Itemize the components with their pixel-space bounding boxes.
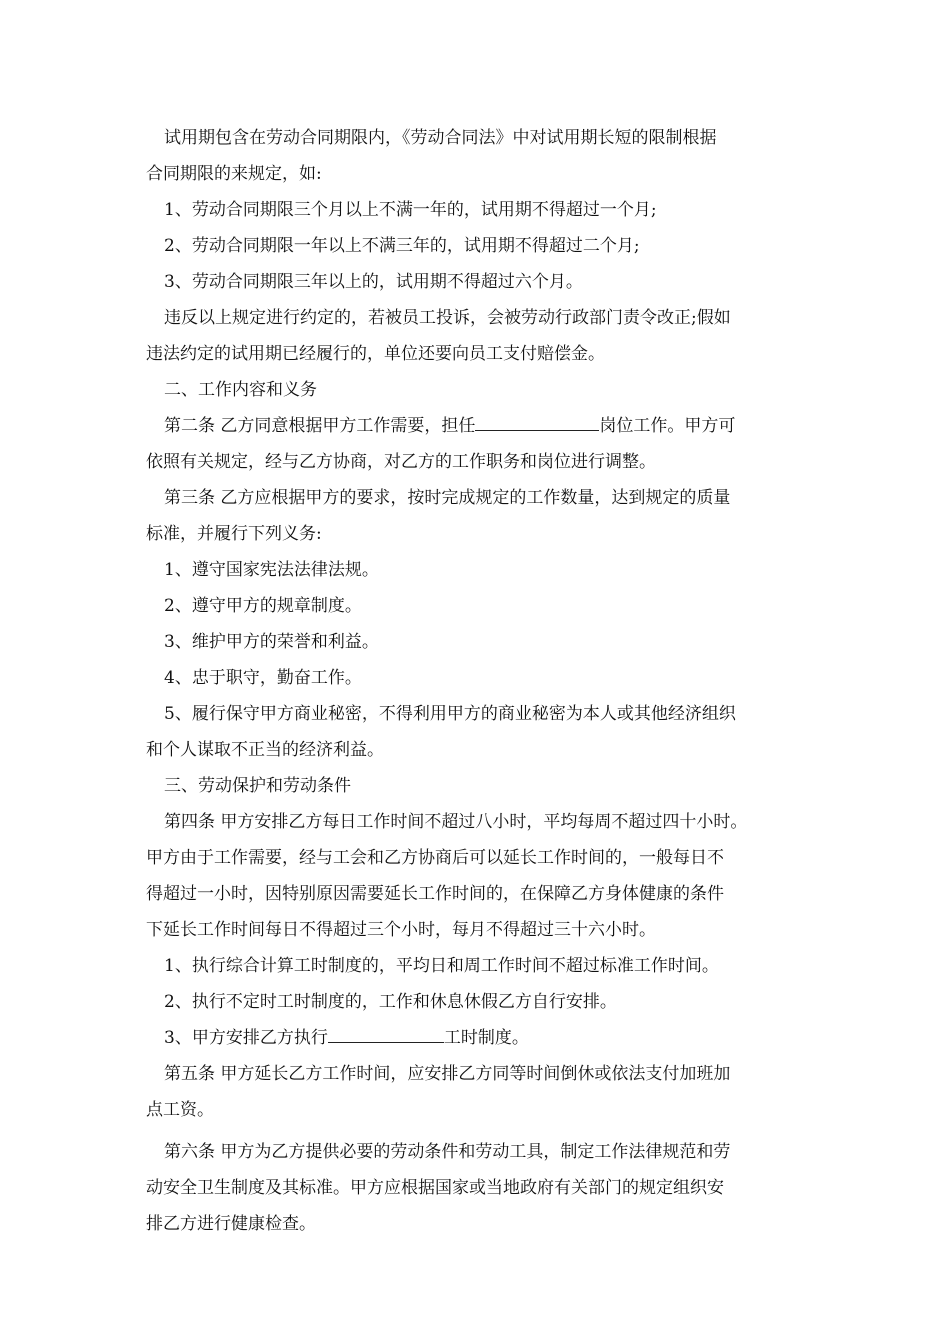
paragraph-line: 排乙方进行健康检查。 xyxy=(146,1214,316,1234)
work-hours-text-after: 工时制度。 xyxy=(443,1028,529,1048)
paragraph-line: 第三条 乙方应根据甲方的要求，按时完成规定的工作数量，达到规定的质量 xyxy=(164,488,731,508)
list-item: 2、劳动合同期限一年以上不满三年的，试用期不得超过二个月; xyxy=(164,236,640,256)
paragraph-line: 依照有关规定，经与乙方协商，对乙方的工作职务和岗位进行调整。 xyxy=(146,452,656,472)
list-item: 4、忠于职守，勤奋工作。 xyxy=(164,668,362,688)
section-heading: 三、劳动保护和劳动条件 xyxy=(164,776,351,796)
article-2-text-after: 岗位工作。甲方可 xyxy=(599,416,736,436)
paragraph-line: 第六条 甲方为乙方提供必要的劳动条件和劳动工具，制定工作法律规范和劳 xyxy=(164,1142,731,1162)
list-item: 1、执行综合计算工时制度的，平均日和周工作时间不超过标准工作时间。 xyxy=(164,956,719,976)
paragraph-line: 标准，并履行下列义务: xyxy=(146,524,322,544)
list-item: 2、遵守甲方的规章制度。 xyxy=(164,596,362,616)
paragraph-line: 甲方由于工作需要，经与工会和乙方协商后可以延长工作时间的，一般每日不 xyxy=(146,848,724,868)
article-2-line xyxy=(146,408,816,444)
paragraph-line: 第五条 甲方延长乙方工作时间，应安排乙方同等时间倒休或依法支付加班加 xyxy=(164,1064,731,1084)
list-item: 3、劳动合同期限三年以上的，试用期不得超过六个月。 xyxy=(164,272,583,292)
paragraph-line: 试用期包含在劳动合同期限内，《劳动合同法》中对试用期长短的限制根据 xyxy=(164,128,717,148)
list-item: 2、执行不定时工时制度的，工作和休息休假乙方自行安排。 xyxy=(164,992,617,1012)
work-hours-blank-field xyxy=(328,1024,444,1043)
section-heading: 二、工作内容和义务 xyxy=(164,380,317,400)
list-item: 5、履行保守甲方商业秘密，不得利用甲方的商业秘密为本人或其他经济组织 xyxy=(164,704,736,724)
document-body xyxy=(146,120,816,1242)
position-blank-field xyxy=(475,412,599,431)
list-item: 1、劳动合同期限三个月以上不满一年的，试用期不得超过一个月; xyxy=(164,200,657,220)
paragraph-line: 第四条 甲方安排乙方每日工作时间不超过八小时，平均每周不超过四十小时。 xyxy=(164,812,748,832)
paragraph-line: 动安全卫生制度及其标准。甲方应根据国家或当地政府有关部门的规定组织安 xyxy=(146,1178,724,1198)
paragraph-line: 点工资。 xyxy=(146,1100,214,1120)
list-item: 1、遵守国家宪法法律法规。 xyxy=(164,560,379,580)
paragraph-line: 得超过一小时，因特别原因需要延长工作时间的，在保障乙方身体健康的条件 xyxy=(146,884,724,904)
paragraph-line: 违法约定的试用期已经履行的，单位还要向员工支付赔偿金。 xyxy=(146,344,605,364)
paragraph-line: 违反以上规定进行约定的，若被员工投诉，会被劳动行政部门责令改正;假如 xyxy=(164,308,731,328)
article-2-text-before: 第二条 乙方同意根据甲方工作需要，担任 xyxy=(164,416,476,436)
paragraph-line: 和个人谋取不正当的经济利益。 xyxy=(146,740,384,760)
work-hours-line xyxy=(146,1020,816,1056)
paragraph-line: 下延长工作时间每日不得超过三个小时，每月不得超过三十六小时。 xyxy=(146,920,656,940)
paragraph-line: 合同期限的来规定，如: xyxy=(146,164,322,184)
list-item: 3、维护甲方的荣誉和利益。 xyxy=(164,632,379,652)
work-hours-text-before: 3、甲方安排乙方执行 xyxy=(164,1028,328,1048)
